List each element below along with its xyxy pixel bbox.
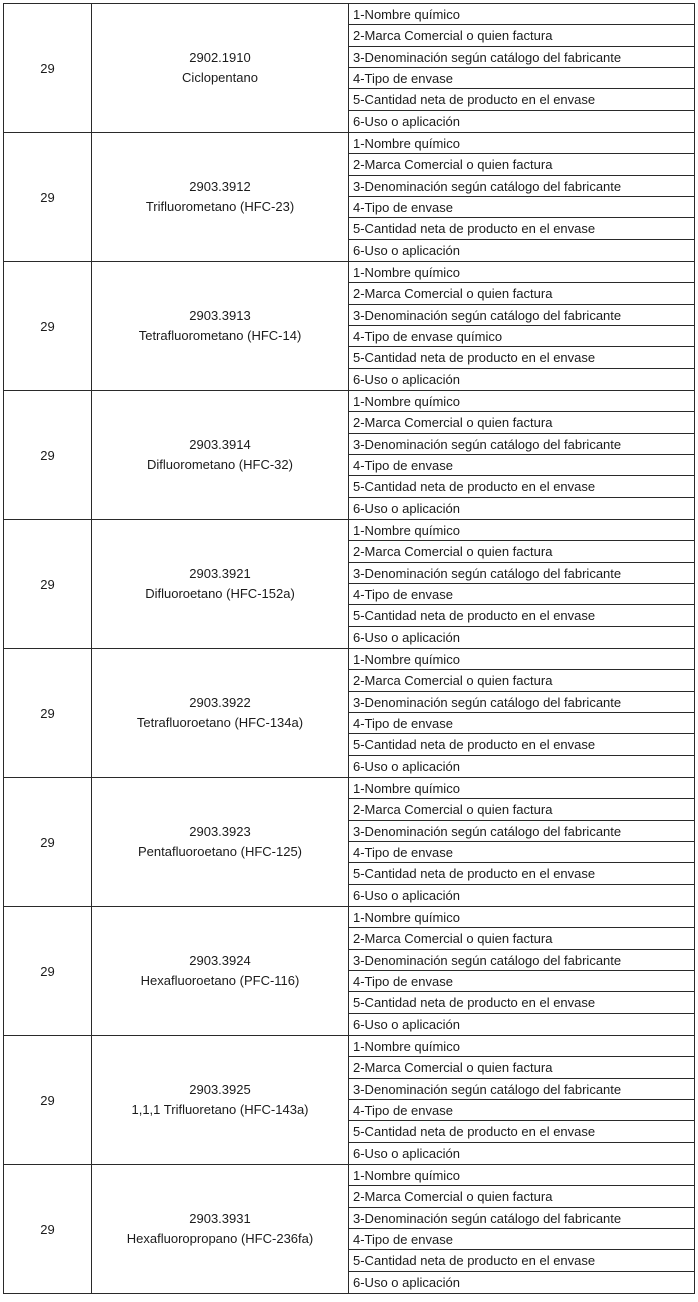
product-name: Tetrafluorometano (HFC-14) [138,328,302,343]
tariff-code: 2903.3924 [189,953,251,968]
requirement-item: 6-Uso o aplicación [353,887,460,903]
requirement-item: 1-Nombre químico [349,391,694,412]
chapter-cell: 29 [3,132,92,262]
table-row [3,261,695,391]
product-cell [91,777,349,907]
table-row [3,648,695,778]
requirement-item: 3-Denominación según catálogo del fabricante [349,47,694,68]
requirement-item: 4-Tipo de envase químico [349,326,694,347]
requirement-item: 1-Nombre químico [349,1036,694,1057]
requirement-item: 2-Marca Comercial o quien factura [349,25,694,46]
requirement-item: 2-Marca Comercial o quien factura [349,1186,694,1207]
requirement-item: 1-Nombre químico [349,520,694,541]
requirement-item: 2-Marca Comercial o quien factura [349,1057,694,1078]
product-name: Ciclopentano [182,70,258,85]
requirement-item: 3-Denominación según catálogo del fabricante [349,950,694,971]
chapter-cell: 29 [3,3,92,133]
product-cell [91,519,349,649]
requirement-item: 2-Marca Comercial o quien factura [349,799,694,820]
requirement-item: 2-Marca Comercial o quien factura [349,412,694,433]
requirement-item: 5-Cantidad neta de producto en el envase [349,605,694,626]
tariff-code: 2902.1910 [189,50,251,65]
requirement-item: 6-Uso o aplicación [353,629,460,645]
table-row [3,390,695,520]
requirements-list [348,132,695,262]
requirement-item: 3-Denominación según catálogo del fabricante [349,176,694,197]
requirement-item: 2-Marca Comercial o quien factura [349,928,694,949]
requirement-item: 6-Uso o aplicación [353,113,460,129]
product-cell [91,390,349,520]
tariff-code: 2903.3912 [189,179,251,194]
product-cell [91,132,349,262]
requirement-item: 5-Cantidad neta de producto en el envase [349,1250,694,1271]
requirements-list [348,390,695,520]
table-row [3,3,695,133]
tariff-code: 2903.3925 [189,1082,251,1097]
requirement-item: 5-Cantidad neta de producto en el envase [349,992,694,1013]
tariff-code: 2903.3922 [189,695,251,710]
requirement-item: 4-Tipo de envase [349,455,694,476]
requirement-item: 1-Nombre químico [349,649,694,670]
requirement-item: 3-Denominación según catálogo del fabricante [349,1208,694,1229]
table-row [3,132,695,262]
requirement-item: 6-Uso o aplicación [353,758,460,774]
requirement-item: 6-Uso o aplicación [353,500,460,516]
product-cell [91,261,349,391]
requirement-item: 1-Nombre químico [349,1165,694,1186]
requirement-item: 6-Uso o aplicación [353,242,460,258]
table-row [3,777,695,907]
requirement-item: 3-Denominación según catálogo del fabricante [349,1079,694,1100]
tariff-code: 2903.3914 [189,437,251,452]
table-row [3,519,695,649]
chapter-cell: 29 [3,519,92,649]
chapter-cell: 29 [3,390,92,520]
requirement-item: 1-Nombre químico [349,4,694,25]
requirement-item: 4-Tipo de envase [349,584,694,605]
tariff-code: 2903.3923 [189,824,251,839]
requirement-item: 6-Uso o aplicación [353,1016,460,1032]
chapter-cell: 29 [3,906,92,1036]
tariff-code: 2903.3921 [189,566,251,581]
requirement-item: 1-Nombre químico [349,133,694,154]
requirement-item: 5-Cantidad neta de producto en el envase [349,218,694,239]
requirement-item: 4-Tipo de envase [349,1100,694,1121]
tariff-code: 2903.3913 [189,308,251,323]
requirement-item: 4-Tipo de envase [349,842,694,863]
requirement-item: 4-Tipo de envase [349,197,694,218]
product-name: Hexafluoroetano (PFC-116) [140,973,300,988]
requirement-item: 2-Marca Comercial o quien factura [349,541,694,562]
requirement-item: 4-Tipo de envase [349,1229,694,1250]
chapter-cell: 29 [3,261,92,391]
chapter-cell: 29 [3,1164,92,1294]
chapter-cell: 29 [3,777,92,907]
chapter-cell: 29 [3,648,92,778]
product-cell [91,3,349,133]
requirement-item: 4-Tipo de envase [349,971,694,992]
product-name: Tetrafluoroetano (HFC-134a) [136,715,304,730]
requirement-item: 2-Marca Comercial o quien factura [349,154,694,175]
requirements-list [348,1035,695,1165]
product-name: Pentafluoroetano (HFC-125) [137,844,303,859]
requirements-list [348,648,695,778]
requirement-item: 2-Marca Comercial o quien factura [349,283,694,304]
product-name: Difluoroetano (HFC-152a) [145,586,295,601]
requirement-item: 5-Cantidad neta de producto en el envase [349,863,694,884]
requirement-item: 4-Tipo de envase [349,713,694,734]
requirement-item: 5-Cantidad neta de producto en el envase [349,476,694,497]
product-cell [91,648,349,778]
requirement-item: 5-Cantidad neta de producto en el envase [349,347,694,368]
requirement-item: 3-Denominación según catálogo del fabricante [349,692,694,713]
table-row [3,1164,695,1294]
product-name: Hexafluoropropano (HFC-236fa) [126,1231,314,1246]
tariff-code: 2903.3931 [189,1211,251,1226]
requirement-item: 3-Denominación según catálogo del fabricante [349,434,694,455]
product-name: Difluorometano (HFC-32) [147,457,293,472]
requirements-list [348,3,695,133]
requirements-list [348,261,695,391]
requirement-item: 6-Uso o aplicación [353,371,460,387]
requirements-list [348,777,695,907]
product-cell [91,1164,349,1294]
requirement-item: 5-Cantidad neta de producto en el envase [349,734,694,755]
requirement-item: 3-Denominación según catálogo del fabricante [349,563,694,584]
product-cell [91,1035,349,1165]
product-name: 1,1,1 Trifluoretano (HFC-143a) [131,1102,309,1117]
requirements-list [348,1164,695,1294]
requirements-list [348,519,695,649]
requirement-item: 6-Uso o aplicación [353,1145,460,1161]
requirement-item: 1-Nombre químico [349,907,694,928]
requirement-item: 1-Nombre químico [349,778,694,799]
chapter-cell: 29 [3,1035,92,1165]
requirement-item: 3-Denominación según catálogo del fabricante [349,305,694,326]
requirement-item: 4-Tipo de envase [349,68,694,89]
requirement-item: 3-Denominación según catálogo del fabricante [349,821,694,842]
requirements-list [348,906,695,1036]
requirement-item: 2-Marca Comercial o quien factura [349,670,694,691]
requirement-item: 5-Cantidad neta de producto en el envase [349,1121,694,1142]
table-row [3,1035,695,1165]
requirement-item: 5-Cantidad neta de producto en el envase [349,89,694,110]
requirements-table [3,3,695,1299]
product-name: Trifluorometano (HFC-23) [145,199,295,214]
requirement-item: 6-Uso o aplicación [353,1274,460,1290]
requirement-item: 1-Nombre químico [349,262,694,283]
table-row [3,906,695,1036]
product-cell [91,906,349,1036]
